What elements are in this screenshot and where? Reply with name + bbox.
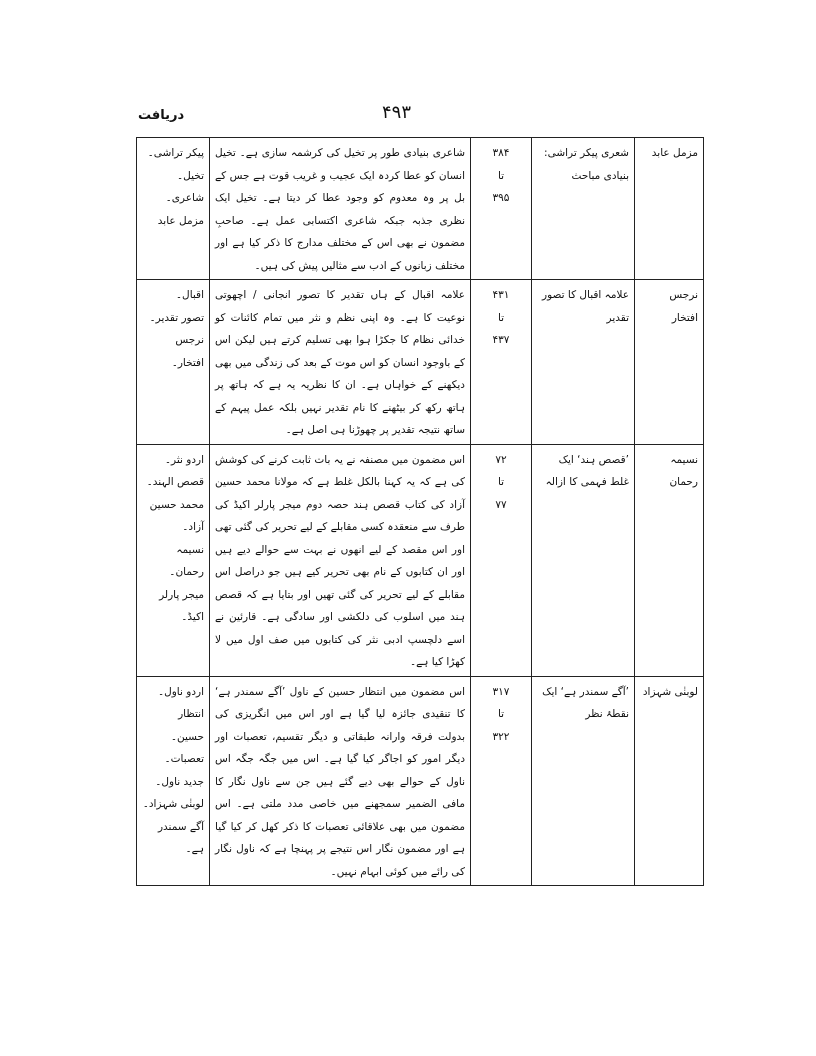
keyword: جدید ناول۔ <box>155 775 204 788</box>
keyword: اردو ناول۔ <box>157 685 204 698</box>
page-number: ۴۹۳ <box>382 102 412 123</box>
page-from: ۴۳۱ <box>492 289 510 301</box>
article-title-cell: ’قصص ہند‘ ایک غلط فہمی کا ازالہ <box>532 444 635 676</box>
page-range-cell <box>471 444 532 676</box>
author-cell: لوبنٰی شہزاد <box>635 676 704 886</box>
page-from: ۳۸۴ <box>492 147 510 159</box>
author-cell: نسیمہ رحمان <box>635 444 704 676</box>
page-to: ۴۳۷ <box>492 334 510 346</box>
table-row <box>137 676 704 886</box>
keyword: مزمل عابد <box>157 214 204 227</box>
keywords-cell <box>137 676 210 886</box>
index-table <box>136 137 704 886</box>
keywords-cell <box>137 280 210 445</box>
keyword: لوبنٰی شہزاد۔ <box>142 798 204 810</box>
page-range-cell <box>471 280 532 445</box>
keyword: اردو نثر۔ <box>164 453 204 466</box>
author-cell: نرجس افتخار <box>635 280 704 445</box>
page-to: ۳۹۵ <box>492 192 510 204</box>
summary-cell: شاعری بنیادی طور پر تخیل کی کرشمہ سازی ہے۔ تخیل انسان کو عطا کردہ ایک عجیب و غریب قوت ہے جس کے بل پر وہ معدوم کو وجود عطا کر دیتا ہے۔ تخیل ایک نظری جذبہ جبکہ شاعری اکتسابی عمل ہے۔ صاحبِ مضمون نے بھی اس کے مختلف مدارج کا ذکر کیا ہے اور مختلف زبانوں کے ادب سے مثالیں پیش کی ہیں۔ <box>210 138 471 280</box>
keyword: تصور تقدیر۔ <box>149 311 204 324</box>
summary-cell: علامہ اقبال کے ہاں تقدیر کا تصور انجانی / اچھوتی نوعیت کا ہے۔ وہ اپنی نظم و نثر میں تمام کائنات کو خدائی نظام کا جکڑا ہوا بھی تسلیم کرتے ہیں لیکن اس کے باوجود انسان کو اس موت کے بعد کی زندگی میں بھی دیکھنے کے خواہاں ہے۔ ان کا نظریہ یہ ہے کہ ہاتھ پر ہاتھ رکھ کر بیٹھنے کا نام تقدیر نہیں بلکہ عمل پیہم کے ساتھ نتیجہ تقدیر پر چھوڑنا ہی اصل ہے۔ <box>210 280 471 445</box>
table-row <box>137 138 704 280</box>
keyword: قصص الہند۔ <box>146 476 204 488</box>
keyword: نرجس افتخار۔ <box>171 334 204 369</box>
article-title-cell: ’آگے سمندر ہے‘ ایک نقطۂ نظر <box>532 676 635 886</box>
keyword: اقبال۔ <box>175 289 204 301</box>
keyword: تعصبات۔ <box>164 753 204 765</box>
keyword: محمد حسین آزاد۔ <box>149 498 204 533</box>
keyword: پیکر تراشی۔ <box>147 147 204 159</box>
page-from: ۷۲ <box>495 453 507 466</box>
keyword: نسیمہ رحمان۔ <box>169 543 204 578</box>
table-row <box>137 444 704 676</box>
keyword: آگے سمندر ہے۔ <box>157 820 204 855</box>
page-from: ۳۱۷ <box>492 685 510 698</box>
summary-cell: اس مضمون میں انتظار حسین کے ناول ’آگے سمندر ہے‘ کا تنقیدی جائزہ لیا گیا ہے اور اس میں انگریزی کی بدولت فرقہ وارانہ طبقاتی و دیگر تقسیم، تعصبات اور دیگر امور کو اجاگر کیا گیا ہے۔ اس میں جگہ جگہ اس ناول کے حوالے بھی دیے گئے ہیں جن سے ناول نگار کا مافی الضمیر سمجھنے میں خاصی مدد ملتی ہے۔ اس مضمون میں بھی علاقائی تعصبات کا ذکر کھل کر کیا گیا ہے اور مضمون نگار اس نتیجے پر پہنچا ہے کہ ناول نگار کی رائے میں کوئی ابہام نہیں۔ <box>210 676 471 886</box>
page-to-label: تا <box>497 311 505 324</box>
keyword: تخیل۔ <box>177 169 204 182</box>
page-to-label: تا <box>497 169 505 182</box>
keywords-cell <box>137 138 210 280</box>
keyword: انتظار حسین۔ <box>170 708 204 743</box>
page-to: ۳۲۲ <box>492 730 510 743</box>
page-to-label: تا <box>497 708 505 720</box>
author-cell: مزمل عابد <box>635 138 704 280</box>
page-range-cell <box>471 676 532 886</box>
article-title-cell: علامہ اقبال کا تصور تقدیر <box>532 280 635 445</box>
table-row <box>137 280 704 445</box>
page-range-cell <box>471 138 532 280</box>
keyword: میجر پارلر اکیڈ۔ <box>159 588 204 623</box>
keywords-cell <box>137 444 210 676</box>
running-header-title: دریافت <box>138 108 185 123</box>
page-to-label: تا <box>497 476 505 488</box>
keyword: شاعری۔ <box>165 192 204 204</box>
article-title-cell: شعری پیکر تراشی: بنیادی مباحث <box>532 138 635 280</box>
page-to: ۷۷ <box>495 498 507 511</box>
summary-cell: اس مضمون میں مصنفہ نے یہ بات ثابت کرنے کی کوشش کی ہے کہ یہ کہنا بالکل غلط ہے کہ مولانا محمد حسین آزاد کی کتاب قصص ہند حصہ دوم میجر پارلر اکیڈ کی طرف سے منعقدہ کسی مقابلے کے لیے تحریر کی گئی تھی اور اس مقصد کے لیے انھوں نے بہت سے حوالے دیے ہیں اور ان کتابوں کے نام بھی تحریر کیے ہیں جو دراصل اس مقابلے کے لیے تحریر کی گئی تھیں اور بتایا ہے کہ قصص ہند میں اسلوب کی دلکشی اور سادگی ہے۔ قارئین نے اسے دلچسپ ادبی نثر کی کتابوں میں صف اول میں لا کھڑا کیا ہے۔ <box>210 444 471 676</box>
